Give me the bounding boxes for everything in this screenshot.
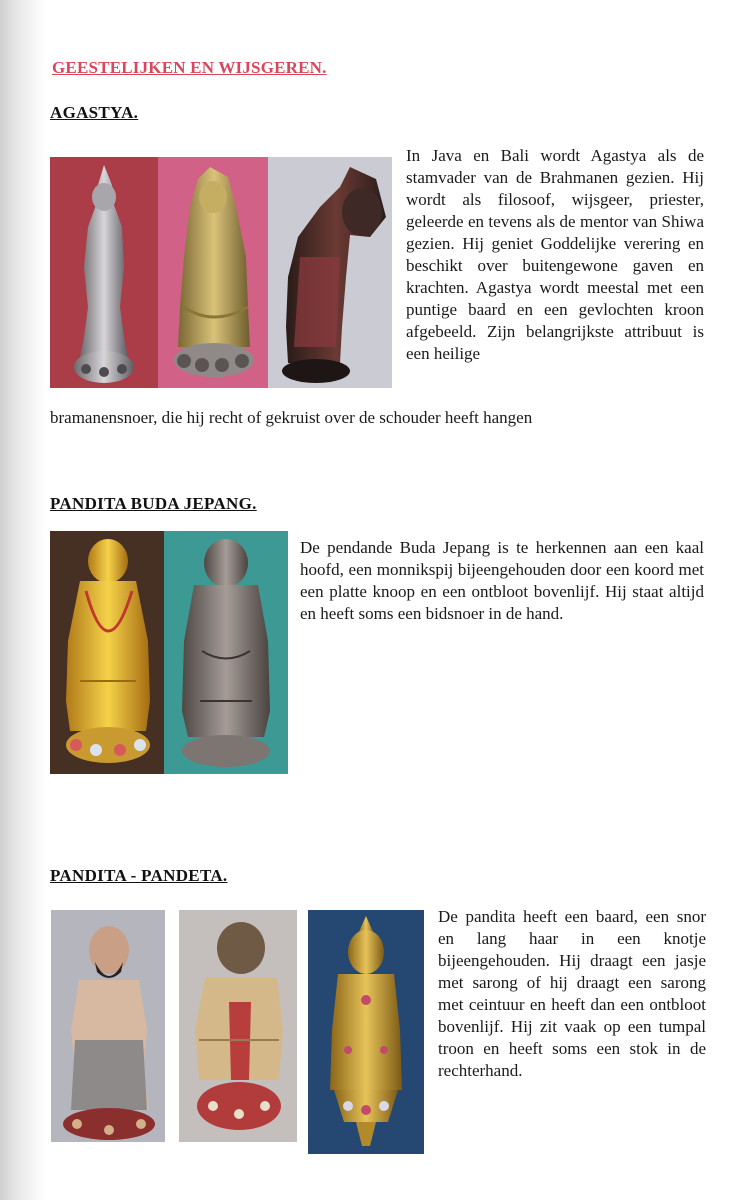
pandita-pandeta-description: De pandita heeft een baard, een snor en lang haar in een knotje bijeengehouden. Hij draagt een jasje met sarong of hij draagt een sarong met ceintuur en heeft dan een ontbloot bovenlijf. Hij zit vaak op een tumpal troon en heeft soms een stok in de rechterhand. (438, 907, 706, 1080)
agastya-description-continued: bramanensnoer, die hij recht of gekruist over de schouder heeft hangen (50, 408, 533, 427)
pandita-buda-jepang-photo (50, 531, 288, 774)
page-title: GEESTELIJKEN EN WIJSGEREN. (52, 58, 327, 77)
section-heading-pandita-pandeta: PANDITA - PANDETA. (50, 866, 228, 885)
pandita-pandeta-photo-2 (179, 910, 297, 1142)
section-heading-agastya: AGASTYA. (50, 103, 139, 122)
section-heading-pandita-buda-jepang: PANDITA BUDA JEPANG. (50, 494, 257, 513)
page-binding-shadow (0, 0, 46, 1200)
pandita-buda-jepang-description: De pendande Buda Jepang is te herkennen aan een kaal hoofd, een monnikspij bijeengehouden door een koord met een platte knoop en een ontbloot bovenlijf. Hij staat altijd en heeft soms een bidsnoer in de hand. (300, 538, 704, 623)
pandita-pandeta-photo-1 (51, 910, 165, 1142)
pandita-pandeta-photo-3 (308, 910, 424, 1154)
agastya-description: In Java en Bali wordt Agastya als de stamvader van de Brahmanen gezien. Hij wordt als filosoof, wijsgeer, priester, geleerde en tevens als de mentor van Shiwa gezien. Hij geniet Goddelijke verering en beschikt over buitengewone gaven en krachten. Agastya wordt meestal met een puntige baard en een gevlochten kroon afgebeeld. Zijn belangrijkste attribuut is een heilige (406, 146, 704, 363)
agastya-photo (50, 157, 392, 388)
